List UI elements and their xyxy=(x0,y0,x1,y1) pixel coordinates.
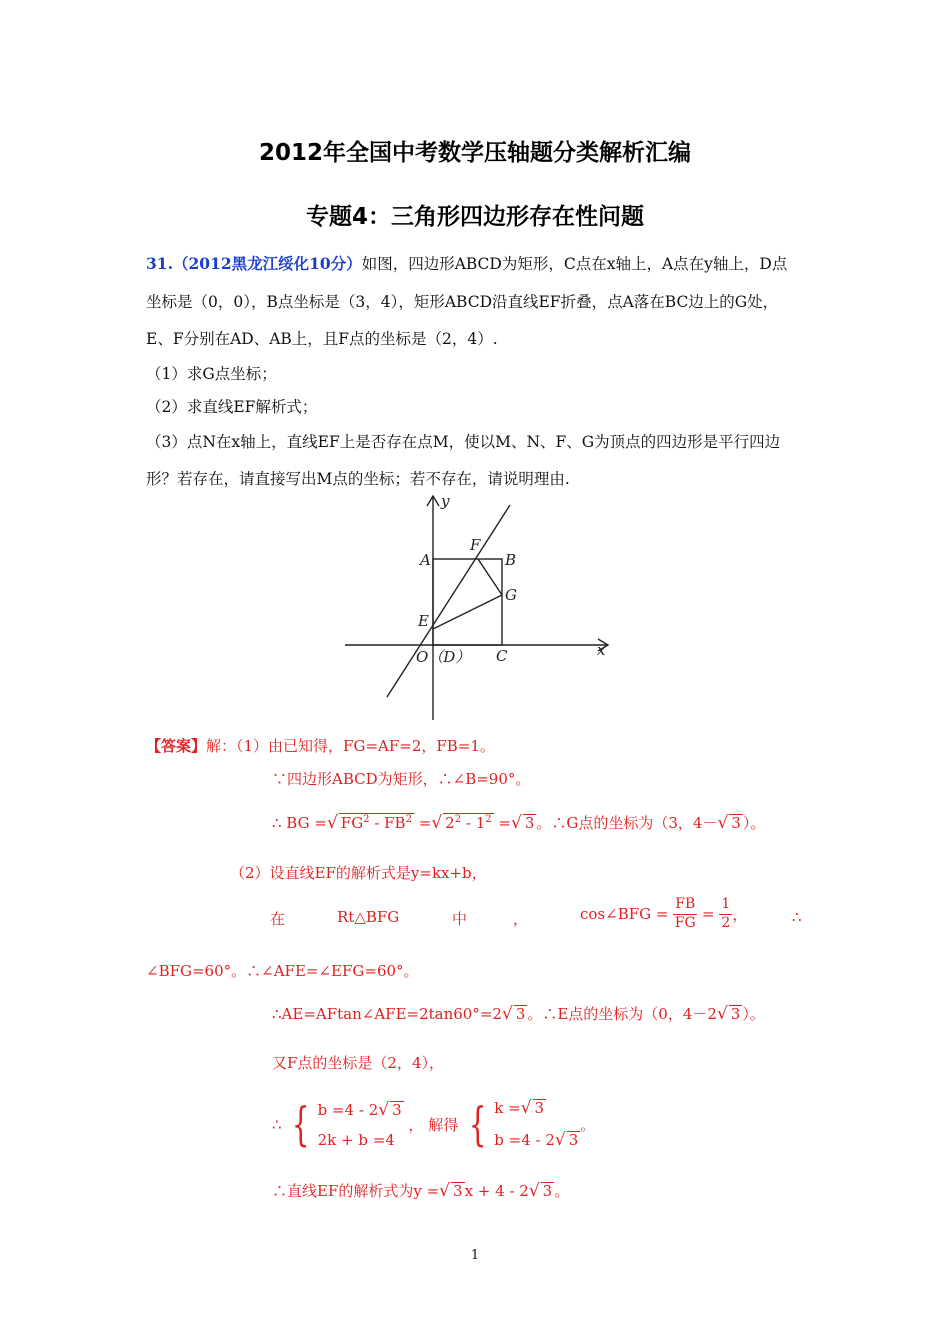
bg-formula-prefix: ∴ BG = xyxy=(272,814,327,832)
label-a: A xyxy=(420,551,431,569)
answer-2-line-4: ∴AE=AFtan∠AFE=2tan60°=2√ 3 。∴E点的坐标为（0，4－2√ 3 ）。 xyxy=(272,1004,765,1024)
answer-2-final-line: ∴直线EF的解析式为y =√ 3 x + 4 - 2√ 3 。 xyxy=(272,1181,570,1201)
page-number: 1 xyxy=(470,1248,480,1263)
answer-2-line-3: ∠BFG=60°。∴∠AFE=∠EFG=60°。 xyxy=(146,962,419,980)
sqrt-4-1: $2^2 - 1^2$ xyxy=(445,814,492,832)
answer-2-therefore: ∴ xyxy=(792,908,802,926)
sqrt-3: 3 xyxy=(524,814,535,832)
question-1: （1）求G点坐标； xyxy=(146,365,277,383)
document-title: 2012年全国中考数学压轴题分类解析汇编 xyxy=(258,140,691,166)
label-g: G xyxy=(505,586,517,604)
label-e: E xyxy=(418,612,429,630)
equation-system-line: ∴ { b =4 - 2√ 3 2k + b =4 ， 解得 { k =√ 3 b =4 - 2√ 3 。 xyxy=(272,1092,595,1157)
sqrt-fg-fb: $FG^2 - FB^2$ xyxy=(340,814,412,832)
question-2: （2）求直线EF解析式； xyxy=(146,398,318,416)
answer-intro-line xyxy=(146,735,495,756)
question-3-line-1: （3）点N在x轴上，直线EF上是否存在点M，使以M、N、F、G为顶点的四边形是平行四边 xyxy=(146,433,781,451)
y-axis-label: y xyxy=(441,492,450,510)
problem-source: （2012黑龙江绥化10分） xyxy=(172,254,362,273)
line-ef xyxy=(387,505,510,697)
problem-line-3: E、F分别在AD、AB上，且F点的坐标是（2，4）. xyxy=(146,330,498,348)
g-coordinate-text: 。∴G点的坐标为（3，4－ xyxy=(536,814,718,832)
answer-1-line-3: ∴ BG =√ $FG^2 - FB^2$ =√ $2^2 - 1^2$ =√ 3 。∴G点的坐标为（3，4－√ 3 ）。 xyxy=(272,813,766,833)
answer-2-word-zhong: 中 xyxy=(452,910,468,928)
fraction-one-half: $\frac{1}{2}$ xyxy=(721,896,731,931)
question-3-line-2: 形？若存在，请直接写出M点的坐标；若不存在，请说明理由. xyxy=(146,470,570,488)
label-b: B xyxy=(505,551,517,569)
segment-fg xyxy=(478,559,502,595)
geometry-figure xyxy=(340,490,620,722)
problem-number: 31. xyxy=(146,254,173,273)
cos-formula: cos∠BFG = $\frac{FB}{FG}$ = $\frac{1}{2}$ ， xyxy=(580,896,748,931)
problem-line-2: 坐标是（0，0），B点坐标是（3，4），矩形ABCD沿直线EF折叠，点A落在BC边上的G处， xyxy=(146,293,779,311)
answer-1-line-2: ∵四边形ABCD为矩形，∴∠B=90°。 xyxy=(272,770,531,788)
answer-2-line-1: （2）设直线EF的解析式是y=kx+b， xyxy=(230,864,487,882)
answer-2-word-in: 在 xyxy=(270,910,286,928)
label-f: F xyxy=(470,536,481,554)
segment-eg xyxy=(433,595,502,629)
answer-intro: 解：（1）由已知得，FG=AF=2，FB=1。 xyxy=(206,737,495,755)
fraction-fb-fg: $\frac{FB}{FG}$ xyxy=(674,896,696,931)
label-c: C xyxy=(496,647,508,665)
answer-tag: 【答案】 xyxy=(146,737,207,755)
equation-system-1: { b =4 - 2√ 3 2k + b =4 xyxy=(292,1097,402,1152)
problem-line-1 xyxy=(146,252,787,274)
equation-system-2: { k =√ 3 b =4 - 2√ 3 xyxy=(468,1097,579,1152)
answer-2-comma: ， xyxy=(513,910,529,928)
problem-text-1: 如图，四边形ABCD为矩形，C点在x轴上，A点在y轴上，D点 xyxy=(361,255,788,273)
document-subtitle: 专题4：三角形四边形存在性问题 xyxy=(305,204,644,230)
x-axis-label: x xyxy=(597,641,606,659)
answer-2-rt-triangle: Rt△BFG xyxy=(337,908,400,926)
label-origin: O（D） xyxy=(416,648,471,666)
answer-2-line-5: 又F点的坐标是（2，4）， xyxy=(272,1054,444,1072)
